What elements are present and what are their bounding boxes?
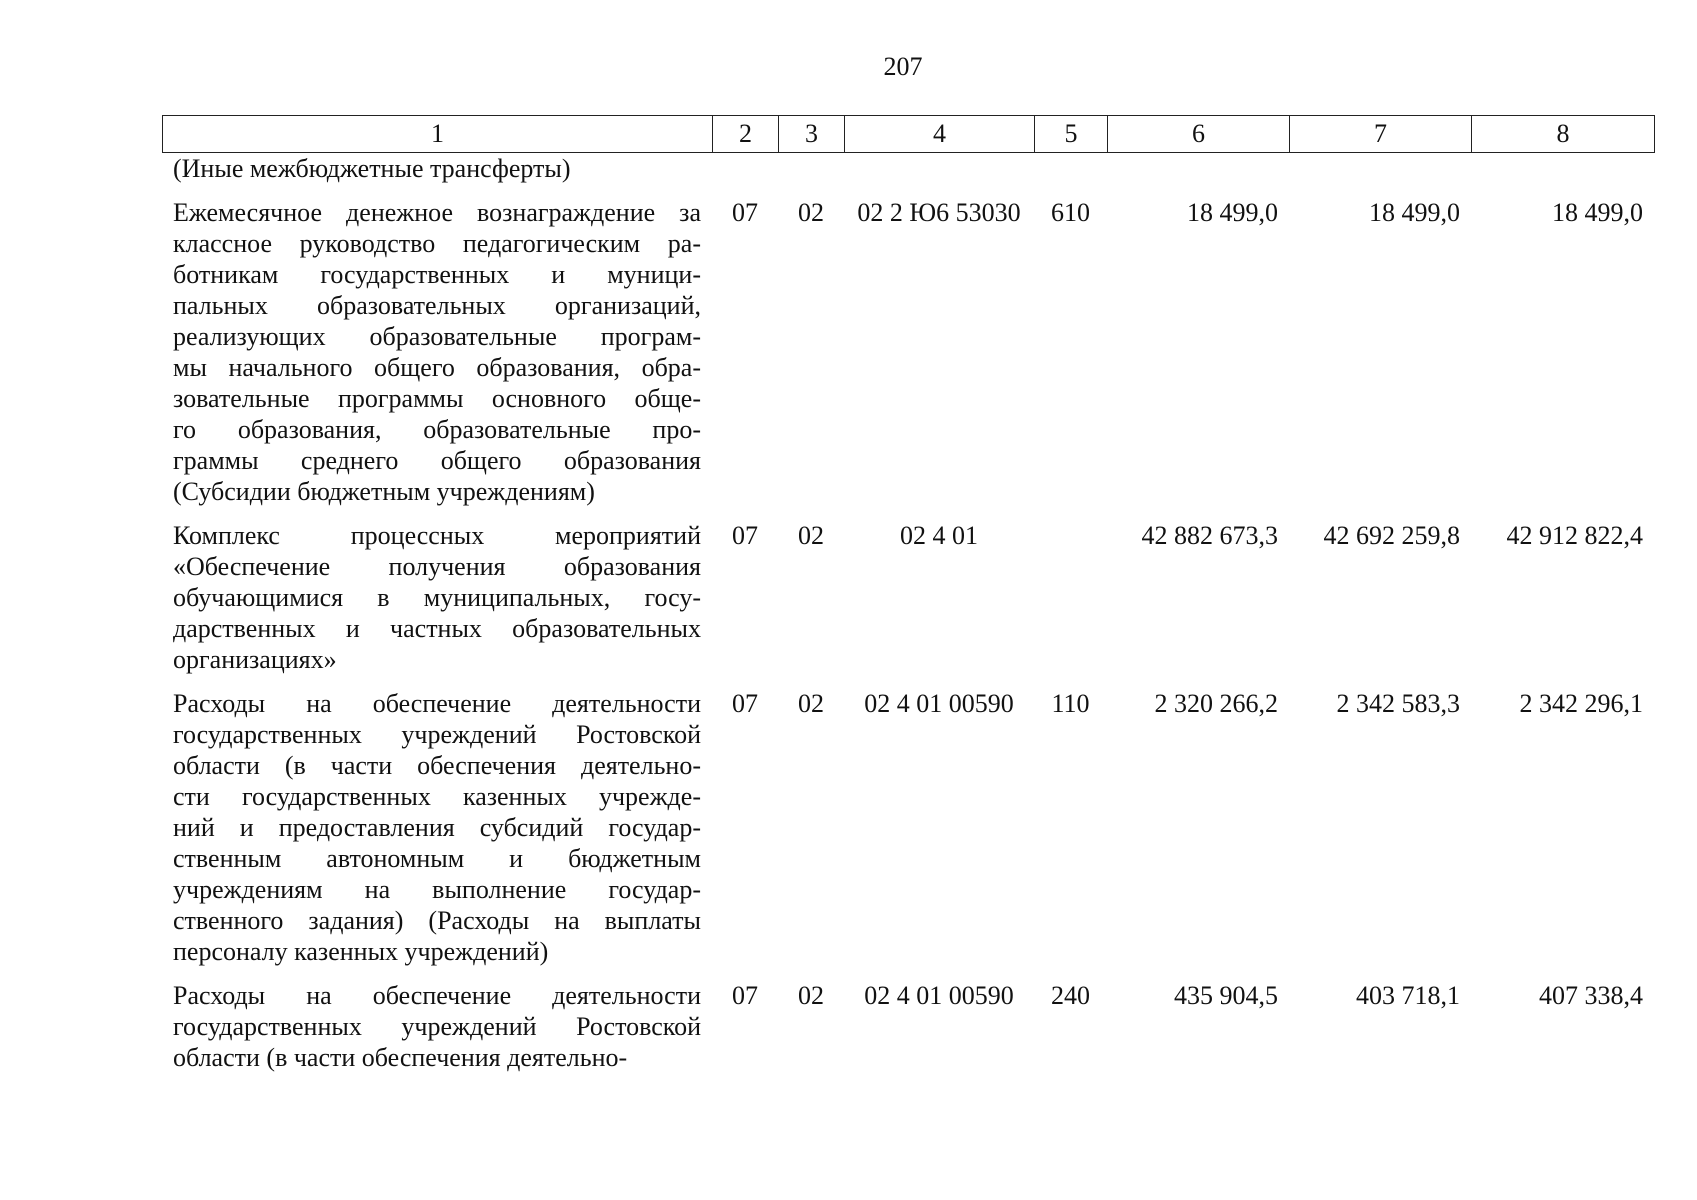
description-line: граммы среднего общего образования xyxy=(173,446,701,475)
description-line: персоналу казенных учреждений) xyxy=(173,937,549,966)
section-code: 07 xyxy=(732,198,758,227)
description-line: учреждениям на выполнение государ- xyxy=(173,875,701,904)
subsection-code: 02 xyxy=(798,521,824,550)
description-line: (Субсидии бюджетным учреждениям) xyxy=(173,477,595,506)
target-article-code xyxy=(844,153,1034,197)
column-header-3: 3 xyxy=(779,116,845,153)
budget-table-body xyxy=(162,153,1654,1086)
description-line: классное руководство педагогическим ра- xyxy=(173,229,701,258)
description-line: Расходы на обеспечение деятельности xyxy=(173,689,701,718)
column-header-table xyxy=(162,115,1655,153)
description-line: ботникам государственных и муници- xyxy=(173,260,701,289)
row-description xyxy=(162,980,712,1086)
table-row xyxy=(162,980,1654,1086)
column-header-2: 2 xyxy=(713,116,779,153)
subsection-code: 02 xyxy=(798,981,824,1010)
description-line: реализующих образовательные програм- xyxy=(173,322,701,351)
description-line: (Иные межбюджетные трансферты) xyxy=(173,154,571,183)
description-line: ственным автономным и бюджетным xyxy=(173,844,701,873)
column-header-5: 5 xyxy=(1035,116,1108,153)
amount-year-2: 403 718,1 xyxy=(1356,981,1460,1010)
amount-year-1: 42 882 673,3 xyxy=(1141,521,1278,550)
column-header-row xyxy=(163,116,1655,153)
page-number: 207 xyxy=(883,52,923,81)
expense-type-code: 110 xyxy=(1051,689,1090,718)
budget-table xyxy=(162,153,1654,1086)
amount-year-2: 18 499,0 xyxy=(1369,198,1460,227)
description-line: обучающимися в муниципальных, госу- xyxy=(173,583,701,612)
amount-year-1: 2 320 266,2 xyxy=(1154,689,1278,718)
column-header-4: 4 xyxy=(845,116,1035,153)
expense-type-code: 610 xyxy=(1051,198,1090,227)
description-line: пальных образовательных организаций, xyxy=(173,291,701,320)
section-code: 07 xyxy=(732,689,758,718)
amount-year-2 xyxy=(1289,153,1471,197)
amount-year-3: 18 499,0 xyxy=(1552,198,1643,227)
description-line: Расходы на обеспечение деятельности xyxy=(173,981,701,1010)
section-code: 07 xyxy=(732,981,758,1010)
column-header-7: 7 xyxy=(1290,116,1472,153)
description-line: области (в части обеспечения деятельно- xyxy=(173,751,701,780)
row-description xyxy=(162,688,712,980)
amount-year-1: 18 499,0 xyxy=(1187,198,1278,227)
table-row xyxy=(162,688,1654,980)
description-line: государственных учреждений Ростовской xyxy=(173,720,701,749)
description-line: Комплекс процессных мероприятий xyxy=(173,521,701,550)
table-row xyxy=(162,197,1654,520)
row-description xyxy=(162,197,712,520)
description-line: ственного задания) (Расходы на выплаты xyxy=(173,906,701,935)
subsection-code xyxy=(778,153,844,197)
description-line: области (в части обеспечения деятельно- xyxy=(173,1043,628,1072)
subsection-code: 02 xyxy=(798,198,824,227)
description-line: го образования, образовательные про- xyxy=(173,415,701,444)
row-description xyxy=(162,153,712,197)
subsection-code: 02 xyxy=(798,689,824,718)
row-description xyxy=(162,520,712,688)
description-line: Ежемесячное денежное вознаграждение за xyxy=(173,198,701,227)
description-line: государственных учреждений Ростовской xyxy=(173,1012,701,1041)
description-line: ний и предоставления субсидий государ- xyxy=(173,813,701,842)
column-header-8: 8 xyxy=(1472,116,1655,153)
amount-year-2: 42 692 259,8 xyxy=(1323,521,1460,550)
target-article-code: 02 4 01 xyxy=(900,521,978,550)
amount-year-3: 2 342 296,1 xyxy=(1519,689,1643,718)
target-article-code: 02 2 Ю6 53030 xyxy=(857,198,1021,227)
description-line: организациях» xyxy=(173,645,337,674)
expense-type-code: 240 xyxy=(1051,981,1090,1010)
expense-type-code xyxy=(1034,153,1107,197)
amount-year-3 xyxy=(1471,153,1654,197)
amount-year-3: 407 338,4 xyxy=(1539,981,1643,1010)
amount-year-3: 42 912 822,4 xyxy=(1506,521,1643,550)
target-article-code: 02 4 01 00590 xyxy=(864,689,1014,718)
description-line: мы начального общего образования, обра- xyxy=(173,353,701,382)
column-header-6: 6 xyxy=(1108,116,1290,153)
section-code: 07 xyxy=(732,521,758,550)
table-row xyxy=(162,520,1654,688)
section-code xyxy=(712,153,778,197)
description-line: сти государственных казенных учрежде- xyxy=(173,782,701,811)
amount-year-1: 435 904,5 xyxy=(1174,981,1278,1010)
expense-type-code xyxy=(1034,520,1107,688)
column-header-1: 1 xyxy=(163,116,713,153)
amount-year-1 xyxy=(1107,153,1289,197)
table-row xyxy=(162,153,1654,197)
target-article-code: 02 4 01 00590 xyxy=(864,981,1014,1010)
description-line: зовательные программы основного обще- xyxy=(173,384,701,413)
description-line: «Обеспечение получения образования xyxy=(173,552,701,581)
description-line: дарственных и частных образовательных xyxy=(173,614,701,643)
amount-year-2: 2 342 583,3 xyxy=(1336,689,1460,718)
